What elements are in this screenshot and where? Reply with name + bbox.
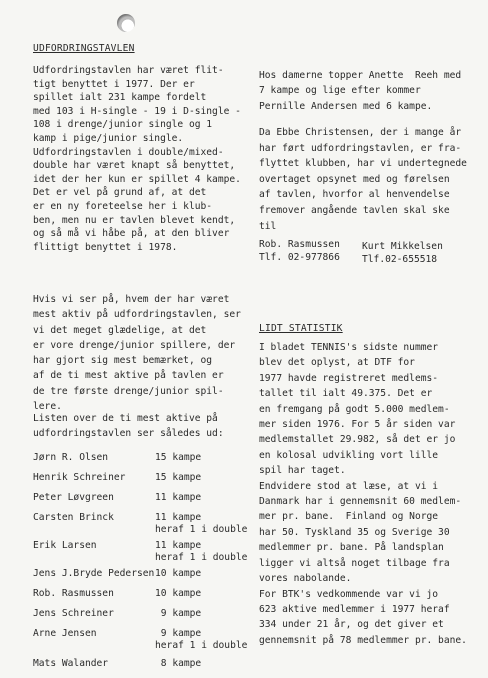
player-name: Jens Schreiner: [33, 608, 114, 619]
text-line: spil har taget.: [259, 465, 346, 477]
match-count: 11 kampe: [155, 492, 202, 503]
text-line: medlemmer pr. bane. På landsplan: [259, 542, 444, 554]
signature-phone: Tlf.02-655518: [362, 253, 438, 265]
text-line: lere.: [33, 401, 62, 413]
text-line: Hvis vi ser på, hvem der har været: [33, 294, 230, 305]
player-name: Jens J.Bryde Pedersen: [33, 568, 155, 579]
table-row: [33, 628, 259, 658]
right-paragraph-2: [259, 125, 467, 234]
left-paragraph-1: [33, 64, 241, 254]
text-line: medlemstallet 29.982, så det er jo: [259, 434, 456, 446]
club-logo-icon: [117, 14, 135, 32]
text-line: 108 i drenge/junior single og 1: [33, 119, 213, 131]
signature-name: Kurt Mikkelsen: [362, 241, 443, 252]
player-name: Jørn R. Olsen: [33, 452, 109, 463]
text-line: er vore drenge/junior spillere, der: [33, 339, 236, 351]
signature-name: Rob. Rasmussen: [259, 239, 340, 250]
player-name: Erik Larsen: [33, 540, 97, 551]
text-line: er en ny foreteelse her i klub-: [33, 200, 213, 212]
player-name: Arne Jensen: [33, 628, 97, 639]
text-line: af de ti mest aktive på tavlen er: [33, 370, 224, 382]
table-row: [33, 512, 259, 540]
text-line: Listen over de ti mest aktive på: [33, 413, 218, 424]
table-row: [33, 540, 259, 568]
text-line: har 50. Tyskland 35 og Sverige 30: [259, 526, 450, 538]
match-count: 11 kampe heraf 1 i double: [155, 512, 248, 535]
text-line: Udfordringstavlen i double/mixed-: [33, 146, 224, 158]
signature-phone: Tlf. 02-977866: [259, 251, 340, 263]
text-line: I bladet TENNIS's sidste nummer: [259, 342, 439, 353]
table-row: [33, 492, 259, 512]
text-line: ligger vi altså noget tilbage fra: [259, 557, 450, 569]
text-line: Pernille Andersen med 6 kampe.: [259, 100, 433, 112]
text-line: Hos damerne topper Anette Reeh med: [259, 70, 462, 81]
text-line: vi det meget glædelige, at det: [33, 324, 207, 336]
table-row: [33, 452, 259, 472]
text-line: tigt benyttet i 1977. Der er: [33, 78, 195, 90]
text-line: af tavlen, hvorfor al henvendelse: [259, 189, 450, 201]
player-name: Rob. Rasmussen: [33, 588, 114, 599]
match-count: 8 kampe: [155, 658, 202, 669]
text-line: fremover angående tavlen skal ske: [259, 204, 450, 216]
table-row: [33, 472, 259, 492]
match-count: 15 kampe: [155, 452, 202, 463]
text-line: en kolosal udvikling vort lille: [259, 449, 439, 461]
right-paragraph-1: [259, 68, 461, 114]
signature-rasmussen: [259, 239, 340, 264]
text-line: til: [259, 220, 277, 232]
text-line: blev det oplyst, at DTF for: [259, 357, 415, 369]
text-line: vores nabolande.: [259, 573, 352, 585]
table-row: [33, 568, 259, 588]
right-paragraph-3: [259, 340, 467, 648]
player-name: Carsten Brinck: [33, 512, 114, 523]
signature-mikkelsen: [362, 241, 443, 266]
text-line: overtaget opsynet med og førelsen: [259, 173, 450, 185]
text-line: 623 aktive medlemmer i 1977 heraf: [259, 603, 450, 615]
text-line: Endvidere stod at læse, at vi i: [259, 480, 439, 492]
text-line: 7 kampe og lige efter kommer: [259, 85, 421, 97]
text-line: flittigt benyttet i 1978.: [33, 241, 178, 253]
player-name: Peter Løvgreen: [33, 492, 114, 503]
text-line: For BTK's vedkommende var vi jo: [259, 588, 439, 600]
text-line: har ført udfordringstavlen, er fra-: [259, 142, 462, 154]
text-line: Det er vel på grund af, at det: [33, 187, 207, 199]
player-name: Mats Walander: [33, 658, 109, 669]
left-paragraph-2: [33, 292, 241, 414]
match-count: 11 kampe heraf 1 i double: [155, 540, 248, 563]
text-line: de tre første drenge/junior spil-: [33, 385, 224, 397]
text-line: kamp i pige/junior single.: [33, 132, 184, 144]
match-count: 9 kampe: [155, 608, 202, 619]
text-line: mer pr. bane. Finland og Norge: [259, 511, 439, 523]
text-line: mest aktiv på udfordringstavlen, ser: [33, 309, 241, 321]
text-line: Danmark har i gennemsnit 60 medlem-: [259, 496, 462, 508]
text-line: double har været knapt så benyttet,: [33, 160, 236, 172]
match-count: 9 kampe heraf 1 i double: [155, 628, 248, 651]
match-count: 10 kampe: [155, 588, 202, 599]
left-paragraph-3: [33, 412, 224, 441]
text-line: med 103 i H-single - 19 i D-single -: [33, 105, 241, 117]
player-name: Henrik Schreiner: [33, 472, 126, 483]
text-line: og så må vi håbe på, at den bliver: [33, 228, 230, 240]
table-row: [33, 608, 259, 628]
section-heading-udfordringstavlen: UDFORDRINGSTAVLEN: [33, 43, 135, 54]
table-row: [33, 658, 259, 678]
table-row: [33, 588, 259, 608]
text-line: Da Ebbe Christensen, der i mange år: [259, 127, 462, 138]
section-heading-lidt-statistik: LIDT STATISTIK: [259, 323, 343, 334]
match-count: 10 kampe: [155, 568, 202, 579]
text-line: ben, men nu er tavlen blevet kendt,: [33, 214, 236, 226]
text-line: 1977 havde registreret medlems-: [259, 372, 439, 384]
text-line: udfordringstavlen ser således ud:: [33, 427, 224, 439]
text-line: tallet til ialt 49.375. Det er: [259, 388, 433, 400]
text-line: 334 under 21 år, og det giver et: [259, 619, 444, 631]
text-line: Udfordringstavlen har været flit-: [33, 65, 224, 76]
text-line: har gjort sig mest bemærket, og: [33, 355, 213, 367]
text-line: mer siden 1976. For 5 år siden var: [259, 419, 456, 431]
active-players-table: [33, 452, 259, 678]
text-line: en fremgang på godt 5.000 medlem-: [259, 403, 450, 415]
match-count: 15 kampe: [155, 472, 202, 483]
text-line: gennemsnit på 78 medlemmer pr. bane.: [259, 634, 467, 646]
text-line: idet der her kun er spillet 4 kampe.: [33, 173, 241, 185]
text-line: flyttet klubben, har vi undertegnede: [259, 158, 467, 170]
text-line: spillet ialt 231 kampe fordelt: [33, 92, 207, 104]
